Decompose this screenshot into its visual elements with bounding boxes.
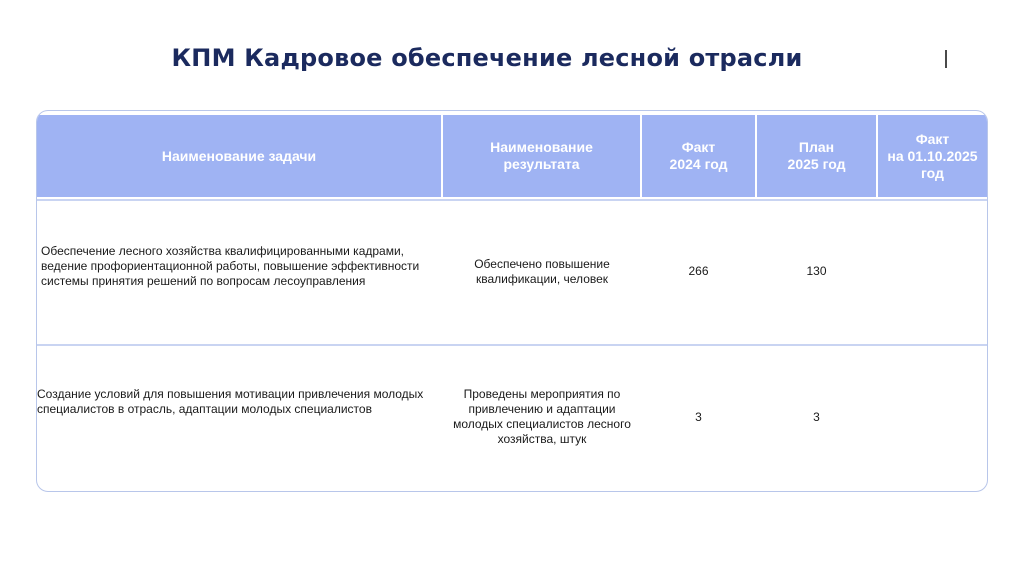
- row2-plan-2025: 3: [813, 410, 820, 424]
- row-divider: [37, 344, 987, 346]
- row-divider: [37, 199, 987, 201]
- row1-task: Обеспечение лесного хозяйства квалифицированными кадрами, ведение профориентационной работы, повышение эффективности системы принятия решений по вопросам лесоуправления: [41, 244, 420, 288]
- header-result: Наименование результата: [443, 115, 640, 197]
- row2-task: Создание условий для повышения мотивации привлечения молодых специалистов в отрасль, адаптации молодых специалистов: [37, 387, 424, 416]
- row2-result: Проведены мероприятия по привлечению и адаптации молодых специалистов лесного хозяйства, штук: [453, 387, 631, 446]
- header-divider: [441, 115, 443, 197]
- row1-result: Обеспечено повышение квалификации, человек: [474, 257, 610, 286]
- header-divider: [755, 115, 757, 197]
- header-fact-2025: Факт на 01.10.2025 год: [878, 115, 987, 197]
- header-divider: [876, 115, 878, 197]
- page-title: КПМ Кадровое обеспечение лесной отрасли: [171, 44, 803, 72]
- header-plan-2025: План 2025 год: [757, 115, 876, 197]
- row1-plan-2025: 130: [806, 264, 827, 278]
- header-fact-2024: Факт 2024 год: [642, 115, 755, 197]
- kpm-table: [36, 110, 988, 492]
- text-cursor-bar: [945, 50, 947, 68]
- row2-fact-2024: 3: [695, 410, 702, 424]
- row1-fact-2024: 266: [688, 264, 709, 278]
- header-task: Наименование задачи: [37, 115, 441, 197]
- header-divider: [640, 115, 642, 197]
